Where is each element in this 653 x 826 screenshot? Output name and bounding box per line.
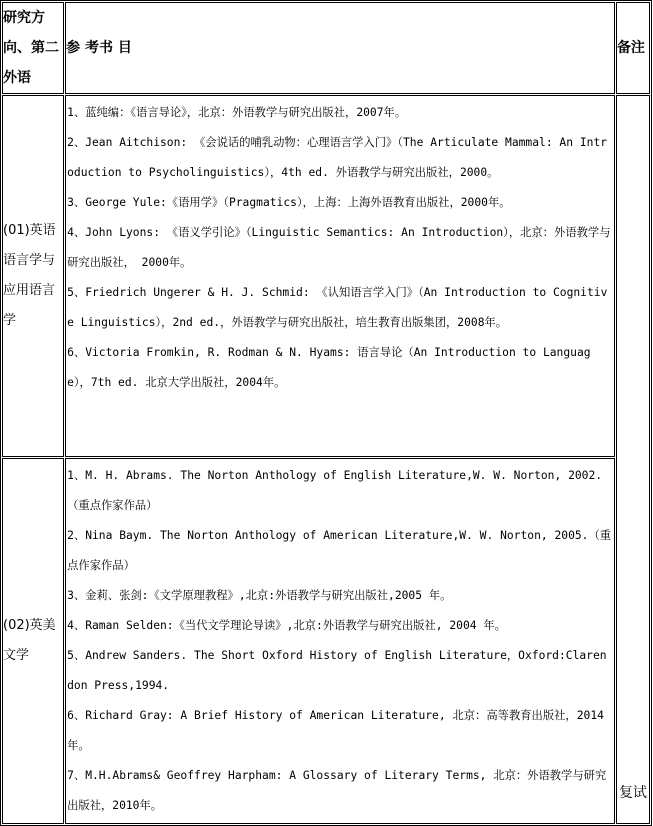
reference-item: 2、Jean Aitchison: 《会说话的哺乳动物：心理语言学入门》（The Articulate Mammal: An Introduction to Psycholinguistics），4th ed. 外语教学与研究出版社，2000。: [67, 136, 608, 179]
header-direction-label: 研究方向、第二外语: [3, 10, 59, 86]
reference-item: 7、M.H.Abrams& Geoffrey Harpham: A Glossary of Literary Terms, 北京：外语教学与研究出版社，2010年。: [67, 769, 607, 812]
reference-item: 4、John Lyons: 《语义学引论》（Linguistic Semantics: An Introduction），北京：外语教学与研究出版社， 2000年。: [67, 226, 611, 269]
header-references-cell: [65, 2, 615, 94]
header-row: [2, 2, 650, 94]
reference-item: 3、George Yule:《语用学》（Pragmatics），上海：上海外语教育出版社，2000年。: [67, 196, 511, 209]
reference-item: 5、Friedrich Ungerer & H. J. Schmid: 《认知语言学入门》（An Introduction to Cognitive Linguistics），2nd ed.，外语教学与研究出版社，培生教育出版集团，2008年。: [67, 286, 608, 329]
notes-cell: [616, 95, 650, 824]
header-notes-label: 备注: [616, 40, 645, 56]
header-notes-cell: [616, 2, 650, 94]
table-row-linguistics: [2, 95, 650, 457]
direction-label: (02)英美文学: [3, 618, 56, 663]
reference-item: 6、Richard Gray: A Brief History of American Literature, 北京：高等教育出版社，2014年。: [67, 709, 604, 752]
reference-item: 1、M. H. Abrams. The Norton Anthology of English Literature,W. W. Norton, 2002.（重点作家作品）: [67, 469, 603, 512]
header-direction-cell: [2, 2, 64, 94]
reference-item: 2、Nina Baym. The Norton Anthology of American Literature,W. W. Norton, 2005.（重点作家作品）: [67, 529, 612, 572]
note-text: 复试: [618, 785, 647, 801]
direction-cell: [2, 458, 64, 824]
table-row-literature: [2, 458, 650, 824]
header-references-label: 参 考书 目: [66, 40, 132, 56]
reference-item: 1、蓝纯编：《语言导论》，北京：外语教学与研究出版社，2007年。: [67, 106, 407, 119]
references-cell: [65, 95, 615, 457]
reference-item: 3、金莉、张剑:《文学原理教程》,北京:外语教学与研究出版社,2005 年。: [67, 589, 452, 602]
reference-item: 4、Raman Selden:《当代文学理论导读》,北京:外语教学与研究出版社, 2004 年。: [67, 619, 506, 632]
direction-label: (01)英语语言学与应用语言学: [3, 223, 56, 328]
reference-item: 6、Victoria Fromkin, R. Rodman & N. Hyams: 语言导论（An Introduction to Language），7th ed. 北京大学出版社，2004年。: [67, 346, 591, 389]
references-cell: [65, 458, 615, 824]
reference-item: 5、Andrew Sanders. The Short Oxford History of English Literature，Oxford:Clarendon Press,1994.: [67, 649, 607, 692]
direction-cell: [2, 95, 64, 457]
